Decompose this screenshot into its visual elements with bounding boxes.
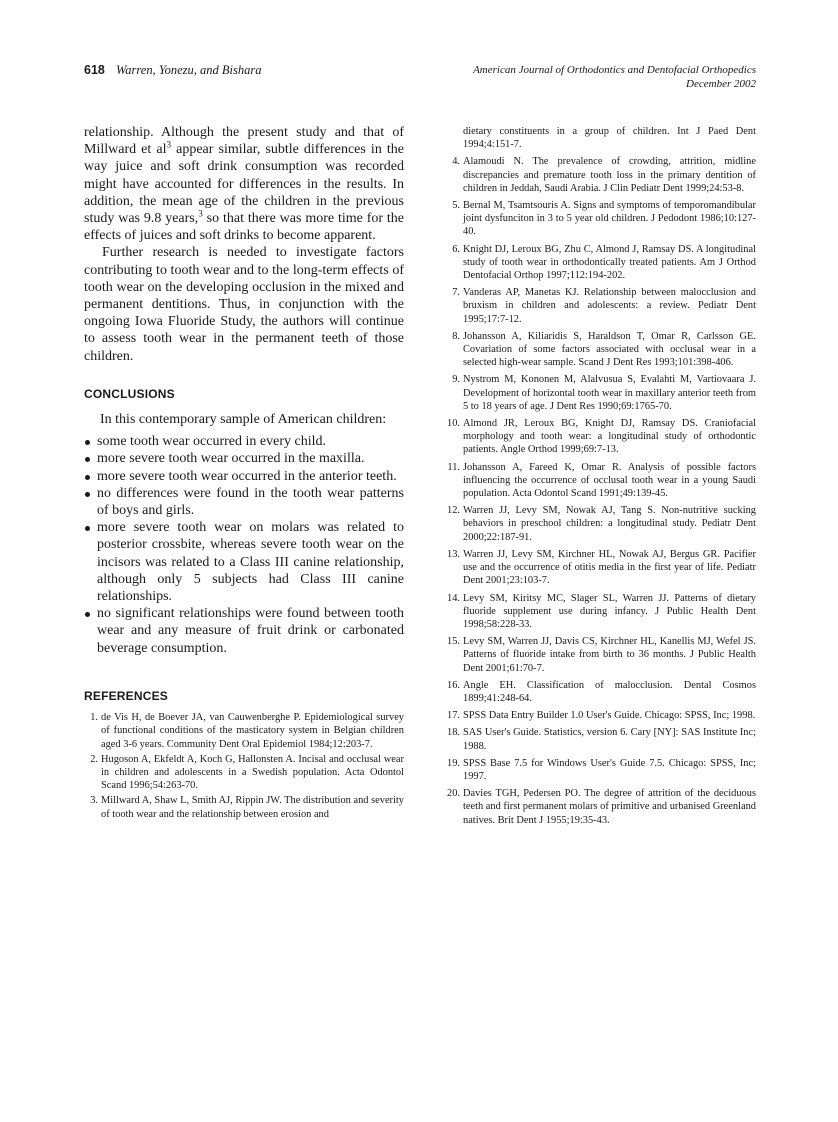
reference-item: [446, 330, 756, 370]
page-number: 618: [84, 63, 105, 77]
reference-text: SPSS Data Entry Builder 1.0 User's Guide. Chicago: SPSS, Inc; 1998.: [463, 710, 756, 722]
reference-text: Knight DJ, Leroux BG, Zhu C, Almond J, Ramsay DS. A longitudinal study of tooth wear in orthodontically treated patients. Am J Orthod Dentofacial Orthop 1997;112:194-202.: [463, 243, 756, 282]
reference-text: Levy SM, Warren JJ, Davis CS, Kirchner HL, Kanellis MJ, Wefel JS. Patterns of fluoride intake from birth to 36 months. J Public Health Dent 2001;61:70-7.: [463, 636, 756, 674]
reference-text: SAS User's Guide. Statistics, version 6. Cary [NY]: SAS Institute Inc; 1988.: [463, 727, 756, 752]
citation-superscript: 3: [198, 208, 203, 219]
conclusion-text: no significant relationships were found between tooth wear and any measure of fruit drink or carbonated beverage consumption.: [97, 606, 404, 656]
references-list-right: [446, 125, 756, 827]
reference-text: Bernal M, Tsamtsouris A. Signs and symptoms of temporomandibular joint dysfunciton in 3 to 5 year old children. J Pedodont 1986;10:127-40.: [463, 200, 756, 238]
reference-item: [446, 787, 756, 827]
conclusion-text: more severe tooth wear on molars was related to posterior crossbite, whereas severe tooth wear on the incisors was related to a Class III canine relationship, although only 5 subjects had Class III canine relationships.: [97, 520, 404, 605]
reference-item: [84, 794, 404, 820]
para1-text-c: so that there was more time for the effects of juices and soft drinks to become apparent.: [84, 211, 404, 244]
reference-item: [446, 504, 756, 544]
issue-date: December 2002: [686, 77, 756, 90]
reference-item: [446, 592, 756, 632]
para1-text-b: appear similar, subtle differences in the way juice and soft drink consumption was recorded might have accounted for differences in the results. In addition, the mean age of the children in the previous study was 9.8 years,: [84, 142, 404, 227]
reference-item: [446, 709, 756, 722]
conclusion-item: [84, 519, 404, 605]
conclusion-item: [84, 433, 404, 450]
reference-text: Johansson A, Fareed K, Omar R. Analysis of possible factors influencing the occurrence of occlusal tooth wear in a young Saudi population. Acta Odontol Scand 1991;49:139-45.: [463, 461, 756, 500]
discussion-paragraph-2: Further research is needed to investigate factors contributing to tooth wear and to the long-term effects of tooth wear on the developing occlusion in the mixed and permanent dentitions. Thus, in conjunction with the ongoing Iowa Fluoride Study, the authors will continue to assess tooth wear in the permanent teeth of those children.: [84, 245, 404, 364]
reference-text: Angle EH. Classification of malocclusion. Dental Cosmos 1899;41:248-64.: [463, 679, 756, 704]
reference-item: [446, 417, 756, 457]
reference-text: Warren JJ, Levy SM, Nowak AJ, Tang S. Non-nutritive sucking behaviors in preschool children: a longitudinal study. Pediatr Dent 2000;22:187-91.: [463, 505, 756, 543]
running-head-left: [84, 63, 262, 78]
running-head: [84, 63, 756, 95]
reference-number: 8.: [452, 330, 460, 342]
reference-number: 12.: [447, 505, 460, 517]
para1-text-a: relationship. Although the present study and that of Millward et al: [84, 125, 404, 158]
reference-item: [446, 461, 756, 501]
reference-number: 4.: [452, 156, 460, 168]
reference-number: 10.: [447, 418, 460, 430]
reference-text: Warren JJ, Levy SM, Kirchner HL, Nowak AJ, Bergus GR. Pacifier use and the occurrence of otitis media in the first year of life. Pediatr Dent 2001;23:103-7.: [463, 548, 756, 587]
bullet-icon: [85, 457, 90, 462]
citation-superscript: 3: [166, 139, 172, 150]
reference-text: SPSS Base 7.5 for Windows User's Guide 7.5. Chicago: SPSS, Inc; 1997.: [463, 757, 756, 782]
reference-item: [446, 199, 756, 239]
reference-text: Almond JR, Leroux BG, Knight DJ, Ramsay DS. Craniofacial morphology and tooth wear: a longitudinal study of orthodontic patients. Angle Orthod 1999;69:7-13.: [463, 418, 756, 456]
reference-item: [446, 679, 756, 705]
bullet-icon: [85, 475, 90, 480]
reference-number: 19.: [447, 757, 460, 769]
conclusions-heading: CONCLUSIONS: [84, 386, 175, 401]
bullet-icon: [85, 440, 90, 445]
reference-text: Johansson A, Kiliaridis S, Haraldson T, Omar R, Carlsson GE. Covariation of some factors associated with occlusal wear in a selected high-wear sample. Scand J Dent Res 1993;101:398-406.: [463, 330, 756, 369]
reference-item: [446, 635, 756, 675]
reference-number: 2.: [90, 753, 98, 765]
reference-number: 20.: [447, 788, 460, 800]
conclusion-text: some tooth wear occurred in every child.: [97, 434, 326, 450]
reference-number: 15.: [447, 636, 460, 648]
reference-number: 13.: [447, 548, 460, 560]
reference-item: [84, 711, 404, 751]
conclusion-text: more severe tooth wear occurred in the maxilla.: [97, 451, 365, 467]
conclusion-item: [84, 485, 404, 519]
reference-text: de Vis H, de Boever JA, van Cauwenberghe P. Epidemiological survey of functional conditions of the masticatory system in Belgian children aged 3-6 years. Community Dent Oral Epidemiol 1984;12:203-7.: [101, 712, 404, 750]
reference-number: 14.: [447, 592, 460, 604]
reference-continuation: [446, 125, 756, 151]
reference-number: 9.: [452, 374, 460, 386]
discussion-paragraph-1: [84, 124, 404, 244]
references-list-left: [84, 711, 404, 821]
reference-text: Nystrom M, Kononen M, Alalvusua S, Evalahti M, Vartiovaara J. Development of horizontal tooth wear in maxillary anterior teeth from 5 to 18 years of age. J Dent Res 1990;69:1765-70.: [463, 374, 756, 412]
reference-number: 18.: [447, 727, 460, 739]
reference-number: 17.: [447, 710, 460, 722]
reference-number: 7.: [452, 287, 460, 299]
bullet-icon: [85, 492, 90, 497]
conclusion-text: no differences were found in the tooth wear patterns of boys and girls.: [97, 485, 404, 519]
reference-item: [446, 373, 756, 413]
journal-title: American Journal of Orthodontics and Dentofacial Orthopedics: [473, 64, 756, 76]
reference-text: Davies TGH, Pedersen PO. The degree of attrition of the deciduous teeth and first permanent molars of primitive and urbanised Greenland natives. Brit Dent J 1955;19:35-43.: [463, 788, 756, 826]
reference-number: 1.: [90, 712, 98, 724]
reference-number: 6.: [452, 243, 460, 255]
reference-item: [446, 726, 756, 752]
running-head-right: [473, 64, 756, 91]
conclusion-item: [84, 605, 404, 657]
conclusions-intro: In this contemporary sample of American children:: [100, 412, 387, 428]
reference-text: dietary constituents in a group of children. Int J Paed Dent 1994;4:151-7.: [463, 126, 756, 151]
reference-text: Hugoson A, Ekfeldt A, Koch G, Hallonsten A. Incisal and occlusal wear in children and adolescents in a Swedish population. Acta Odontol Scand 1996;54:263-70.: [101, 753, 404, 792]
reference-number: 3.: [90, 795, 98, 807]
running-head-authors: Warren, Yonezu, and Bishara: [115, 63, 262, 77]
reference-number: 5.: [452, 200, 460, 212]
references-heading: REFERENCES: [84, 688, 169, 703]
reference-item: [446, 155, 756, 195]
reference-text: Alamoudi N. The prevalence of crowding, attrition, midline discrepancies and premature tooth loss in the primary dentition of children in Jeddah, Saudi Arabia. J Clin Pediatr Dent 1999;24:53-8.: [463, 156, 756, 194]
bullet-icon: [85, 612, 90, 617]
left-column: [84, 124, 404, 821]
conclusions-list: [84, 433, 404, 657]
reference-item: [446, 286, 756, 326]
reference-number: 11.: [447, 461, 460, 473]
conclusion-text: more severe tooth wear occurred in the anterior teeth.: [97, 468, 397, 484]
bullet-icon: [85, 526, 90, 531]
reference-text: Vanderas AP, Manetas KJ. Relationship between malocclusion and bruxism in children and adolescents: a review. Pediatr Dent 1995;17:7-12.: [463, 287, 756, 325]
conclusion-item: [84, 450, 404, 467]
reference-item: [446, 243, 756, 283]
reference-item: [446, 757, 756, 783]
reference-text: Levy SM, Kiritsy MC, Slager SL, Warren JJ. Patterns of dietary fluoride supplement use during infancy. J Public Health Dent 1998;58:228-33.: [463, 592, 756, 630]
reference-text: Millward A, Shaw L, Smith AJ, Rippin JW. The distribution and severity of tooth wear and the relationship between erosion and: [101, 795, 404, 820]
conclusion-item: [84, 468, 404, 485]
reference-number: 16.: [447, 679, 460, 691]
right-column: [446, 125, 756, 827]
reference-item: [84, 753, 404, 793]
reference-item: [446, 548, 756, 588]
